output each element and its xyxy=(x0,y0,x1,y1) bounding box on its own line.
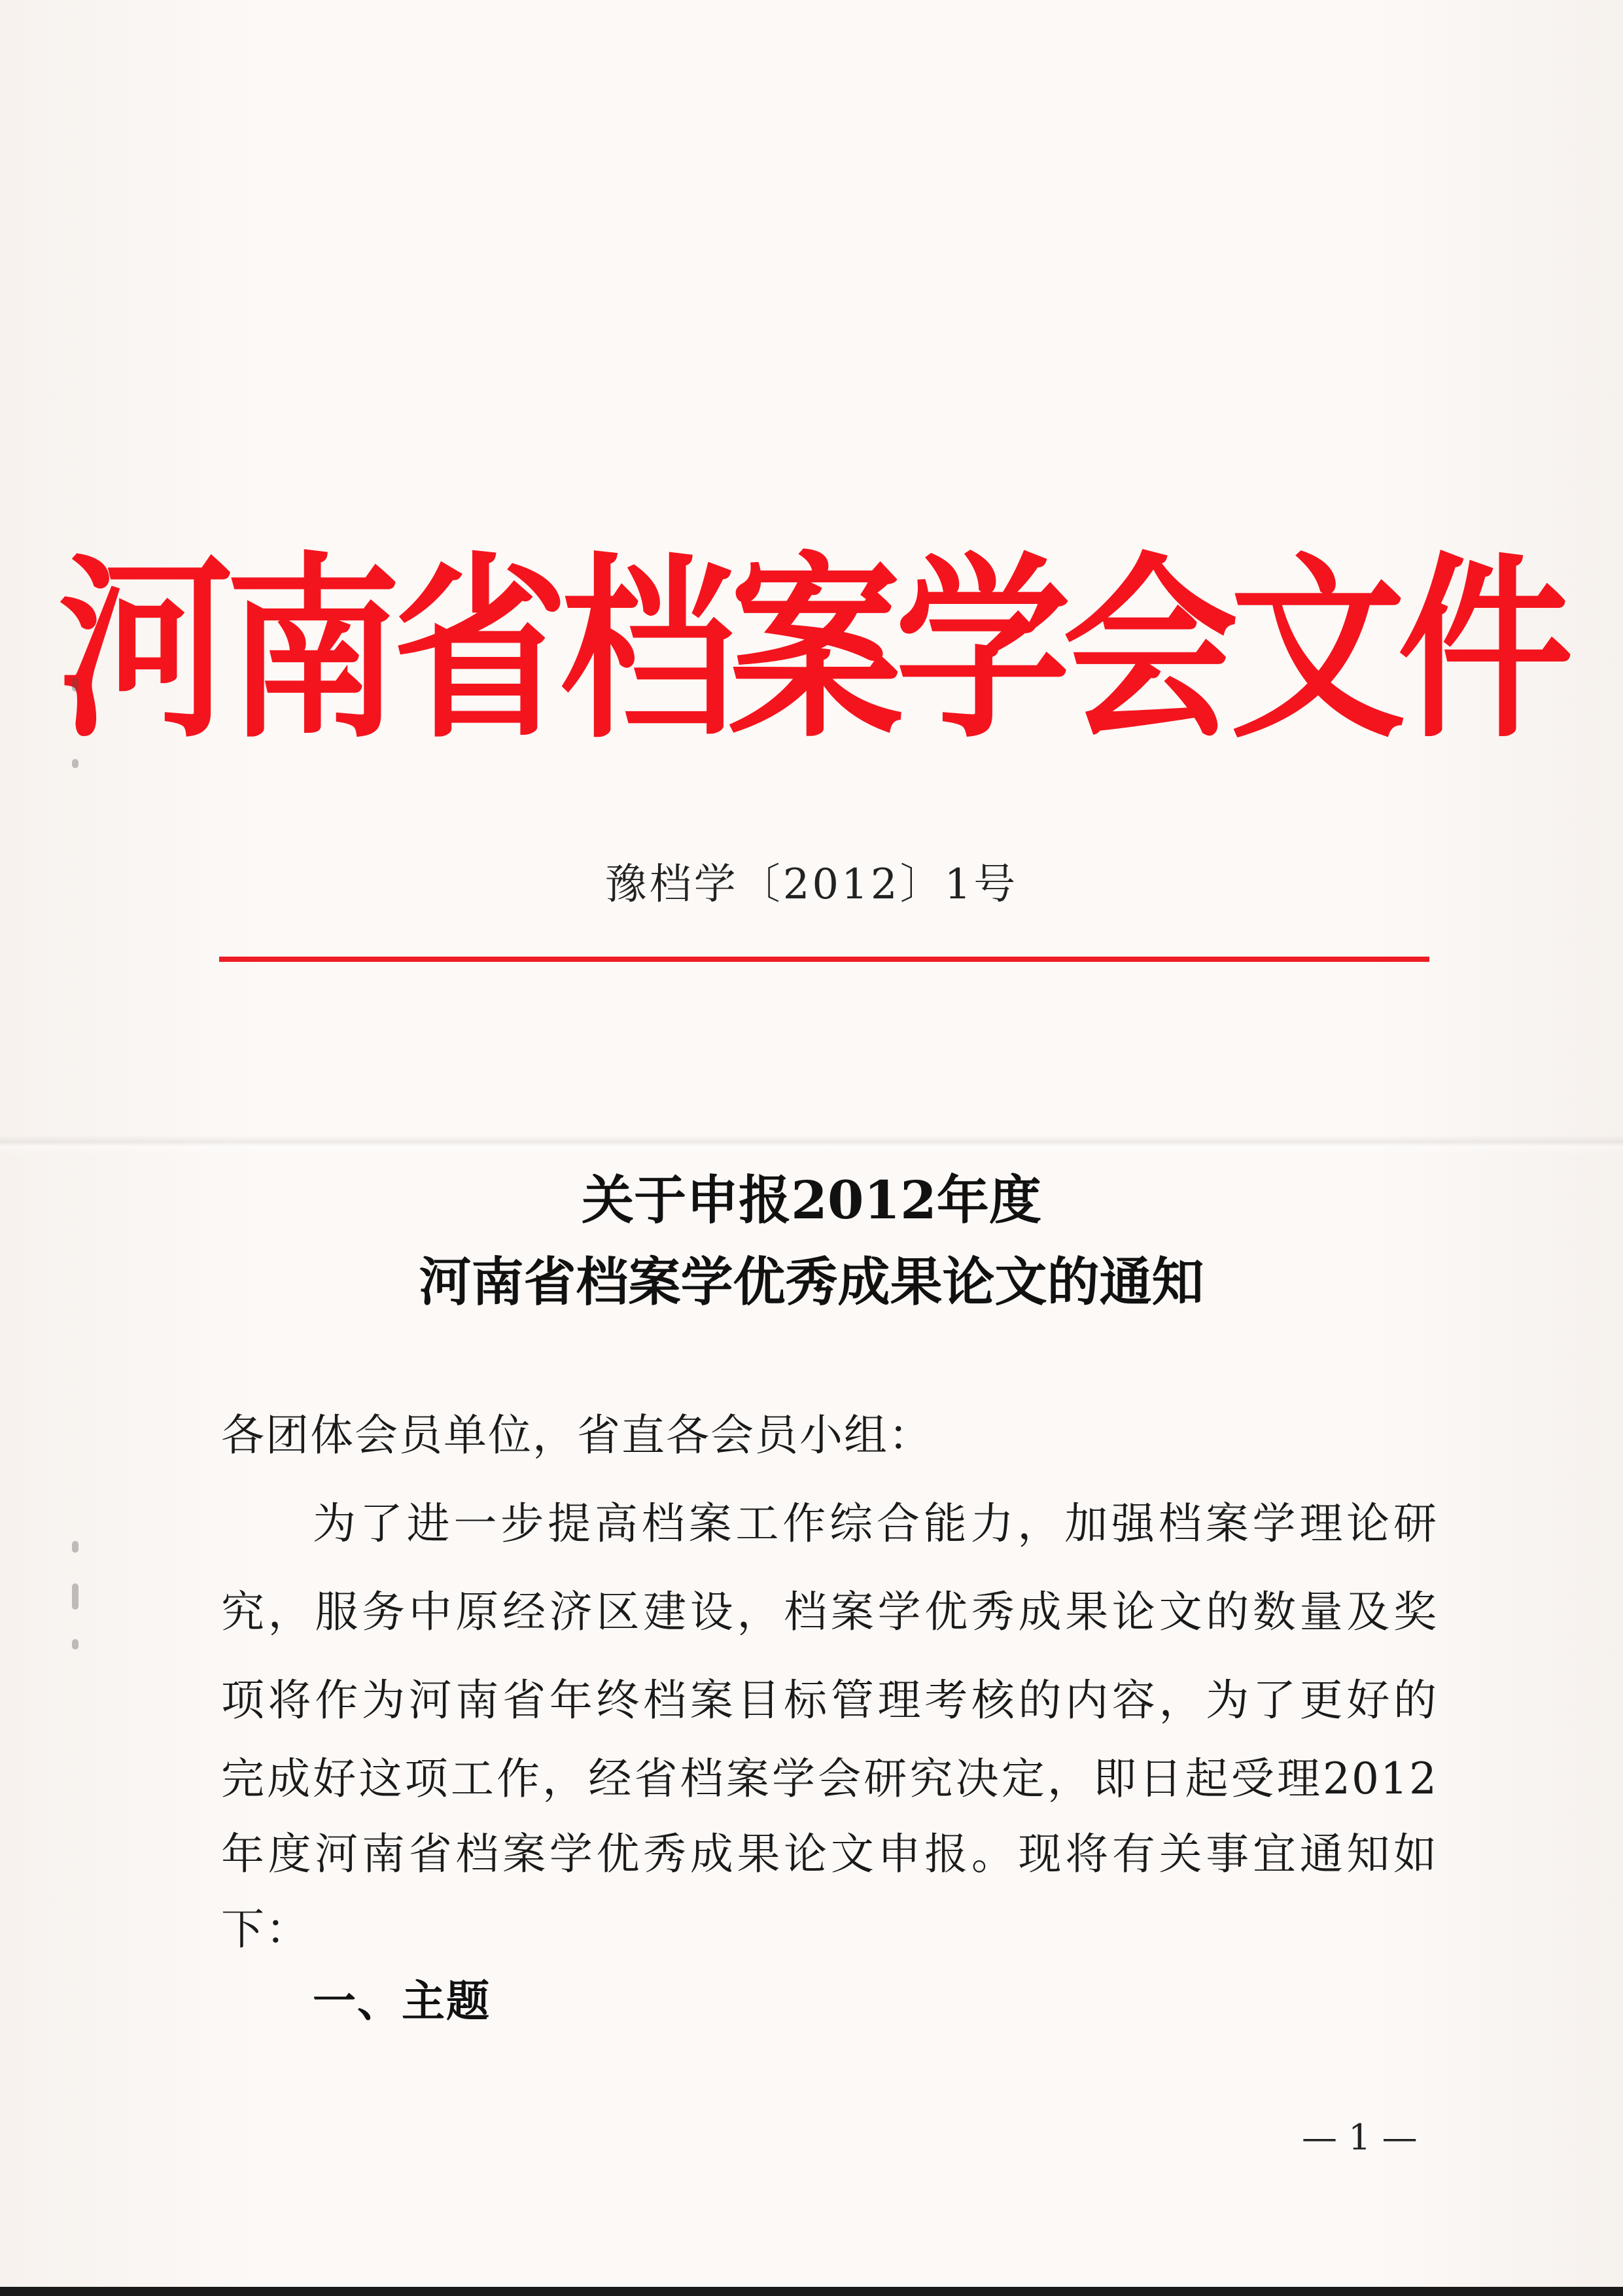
binding-hole-mark xyxy=(72,1639,79,1650)
binding-hole-mark xyxy=(72,677,79,692)
binding-hole-mark xyxy=(72,1583,79,1610)
body-line-5: 年度河南省档案学优秀成果论文申报。现将有关事宜通知如 xyxy=(221,1829,1438,1879)
document-number: 豫档学〔2012〕1号 xyxy=(604,860,1019,909)
body-line-6: 下： xyxy=(221,1904,310,1954)
body-line-2: 究，服务中原经济区建设，档案学优秀成果论文的数量及奖 xyxy=(221,1587,1438,1637)
binding-hole-mark xyxy=(72,759,79,768)
page-number: — 1 — xyxy=(1302,2117,1418,2158)
red-separator-rule xyxy=(219,957,1429,962)
notice-title-line-2: 河南省档案学优秀成果论文的通知 xyxy=(419,1251,1204,1313)
salutation: 各团体会员单位，省直各会员小组： xyxy=(221,1410,933,1460)
section-heading-topic: 一、主题 xyxy=(313,1976,491,2026)
body-line-3: 项将作为河南省年终档案目标管理考核的内容，为了更好的 xyxy=(221,1675,1438,1725)
body-line-4: 完成好这项工作，经省档案学会研究决定，即日起受理2012 xyxy=(221,1754,1438,1804)
binding-hole-mark xyxy=(72,1541,79,1553)
masthead-title: 河南省档案学会文件 xyxy=(58,536,1565,765)
notice-title-line-1: 关于申报2012年度 xyxy=(582,1169,1041,1231)
scan-bottom-edge xyxy=(0,2287,1623,2296)
body-line-1: 为了进一步提高档案工作综合能力，加强档案学理论研 xyxy=(313,1498,1438,1549)
